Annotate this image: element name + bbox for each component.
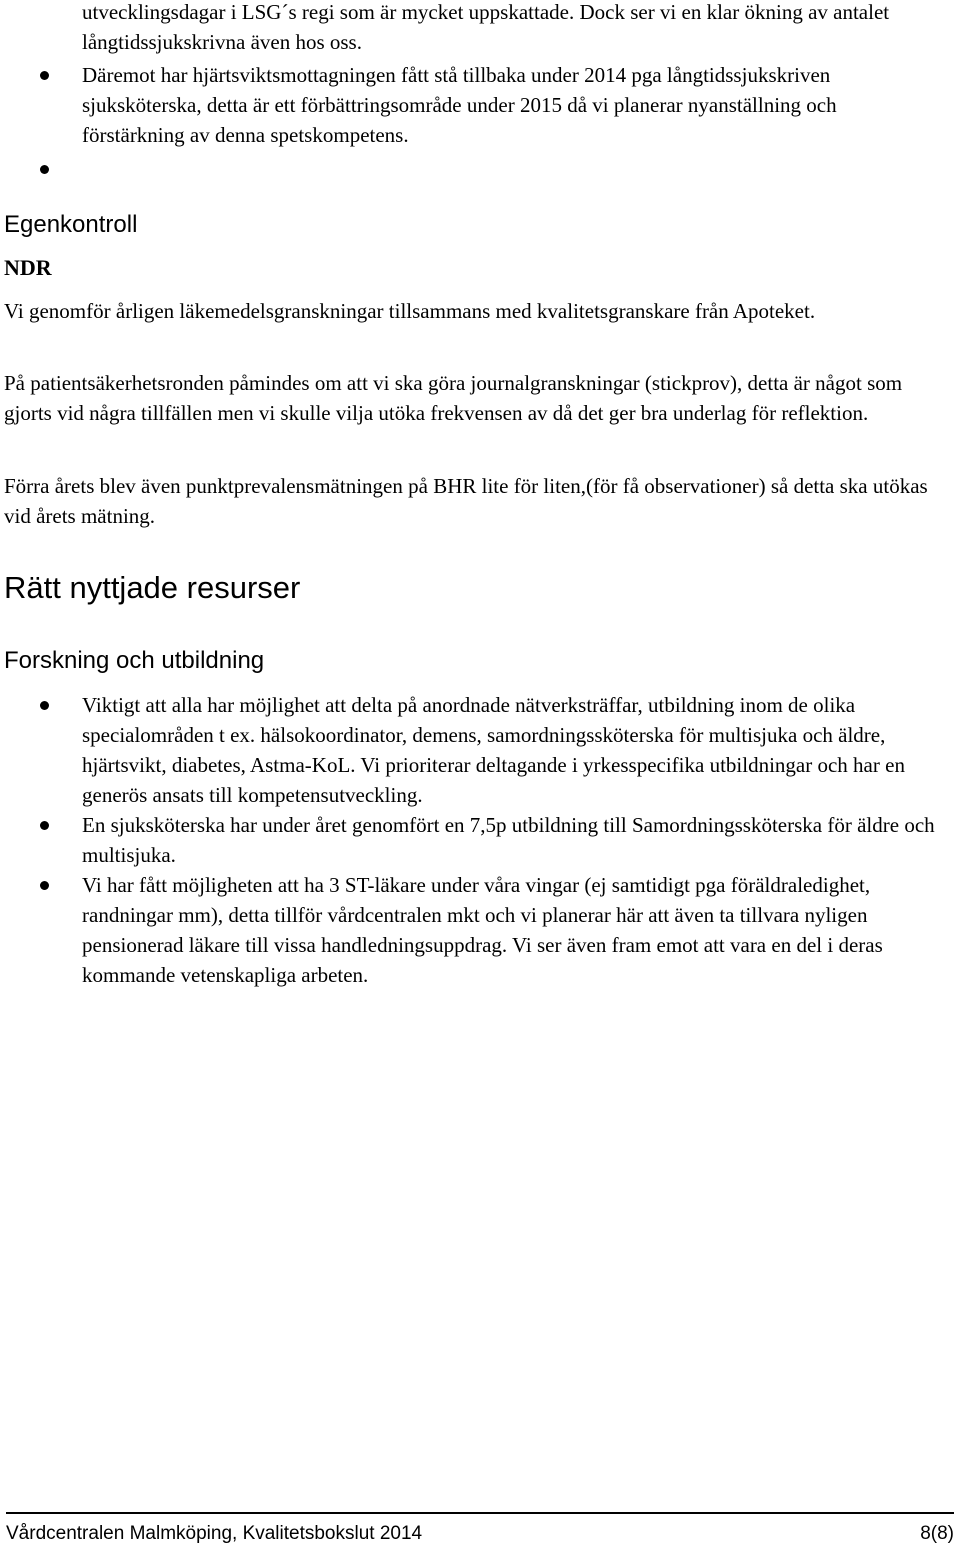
list-item [0, 690, 952, 810]
list-item-text: En sjuksköterska har under året genomfört en 7,5p utbildning till Samordningssköterska för äldre och multisjuka. [82, 813, 935, 867]
top-bullet-list [0, 60, 960, 184]
bullet-icon [40, 881, 49, 890]
previous-bullet-continuation [0, 0, 960, 60]
continuation-text: utvecklingsdagar i LSG´s regi som är mycket uppskattade. Dock ser vi en klar ökning av antalet långtidssjukskrivna även hos oss. [82, 0, 890, 54]
list-item [0, 154, 960, 184]
subheading-ndr: NDR [4, 255, 52, 280]
paragraph: Vi genomför årligen läkemedelsgranskningar tillsammans med kvalitetsgranskare från Apoteket. [4, 299, 816, 323]
page-number: 8(8) [920, 1523, 954, 1544]
list-item [0, 60, 942, 150]
bullet-icon [40, 71, 49, 80]
bullet-icon [40, 165, 49, 174]
list-item-text: Däremot har hjärtsviktsmottagningen fått stå tillbaka under 2014 pga långtidssjukskriven sjuksköterska, detta är ett förbättringsområde under 2015 då vi planerar nyanställning och förstärkning av denna spetskompetens. [82, 63, 837, 147]
list-item [0, 870, 952, 990]
footer-title: Vårdcentralen Malmköping, Kvalitetsbokslut 2014 [6, 1523, 423, 1544]
egenkontroll-paragraph [4, 368, 950, 428]
section-heading-resurser: Rätt nyttjade resurser [4, 570, 301, 605]
resurser-bullet-list [0, 690, 960, 990]
list-item-text: Vi har fått möjligheten att ha 3 ST-läkare under våra vingar (ej samtidigt pga föräldraledighet, randningar mm), detta tillför vårdcentralen mkt och vi planerar här att även ta tillvara nyligen pensionerad läkare till vissa handledningsuppdrag. Vi ser även fram emot att vara en del i deras kommande vetenskapliga arbeten. [82, 873, 883, 987]
section-heading-egenkontroll: Egenkontroll [4, 211, 138, 238]
list-item [0, 810, 952, 870]
footer-divider [6, 1512, 954, 1514]
page-footer [6, 1522, 954, 1546]
bullet-icon [40, 701, 49, 710]
list-item-text: Viktigt att alla har möjlighet att delta på anordnade nätverksträffar, utbildning inom de olika specialområden t ex. hälsokoordinator, demens, samordningssköterska för multisjuka och äldre, hjärtsvikt, diabetes, Astma-KoL. Vi prioriterar deltagande i yrkesspecifika utbildningar och har en generös ansats till kompetensutveckling. [82, 693, 905, 807]
bullet-icon [40, 821, 49, 830]
egenkontroll-paragraph [4, 296, 950, 326]
egenkontroll-paragraph [4, 471, 950, 531]
paragraph: Förra årets blev även punktprevalensmätningen på BHR lite för liten,(för få observationer) så detta ska utökas vid årets mätning. [4, 474, 928, 528]
subheading-forskning: Forskning och utbildning [4, 647, 265, 674]
paragraph: På patientsäkerhetsronden påmindes om att vi ska göra journalgranskningar (stickprov), detta är något som gjorts vid några tillfällen men vi skulle vilja utöka frekvensen av då det ger bra underlag för reflektion. [4, 371, 903, 425]
